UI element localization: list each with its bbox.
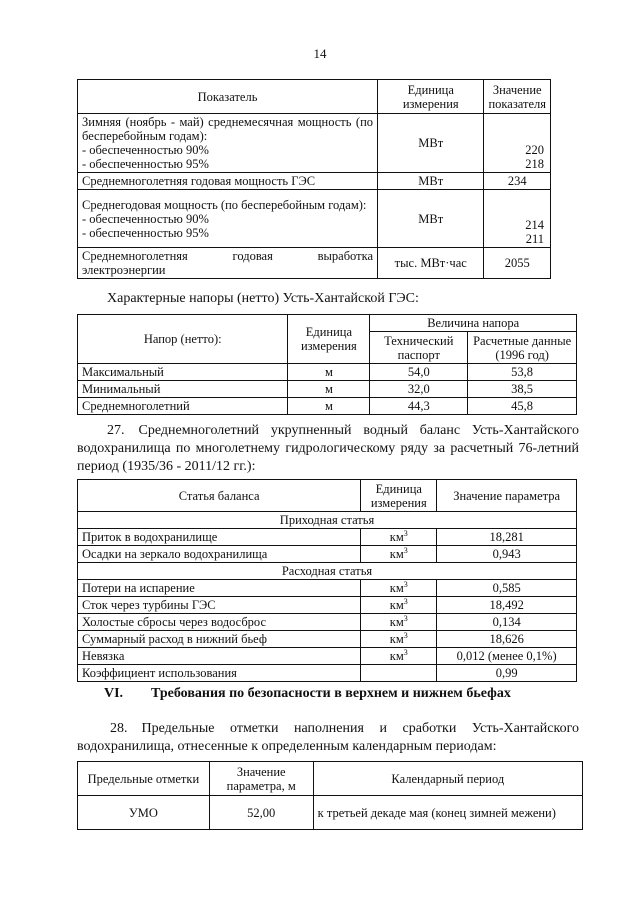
table-row bbox=[78, 398, 577, 415]
row-unit: $км^3$ bbox=[361, 614, 437, 631]
row-label: Невязка bbox=[78, 648, 361, 665]
row-label: Приток в водохранилище bbox=[78, 529, 361, 546]
income-section-title: Приходная статья bbox=[78, 512, 577, 529]
row-calc: 53,8 bbox=[468, 364, 577, 381]
table-row-unit: МВт bbox=[378, 190, 484, 248]
header-magnitude: Величина напора bbox=[370, 315, 577, 332]
section-title: VI. Требования по безопасности в верхнем и нижнем бьефах bbox=[104, 686, 511, 701]
row-value: 18,281 bbox=[437, 529, 577, 546]
row-label: Минимальный bbox=[78, 381, 288, 398]
table-row-label: Среднемноголетняя годовая мощность ГЭС bbox=[78, 173, 378, 190]
table-row bbox=[78, 631, 577, 648]
row-label: Коэффициент использования bbox=[78, 665, 361, 682]
table-row-unit: МВт bbox=[378, 114, 484, 173]
row-value: 0,943 bbox=[437, 546, 577, 563]
header-value: Значение параметра bbox=[437, 480, 577, 512]
row-unit: $км^3$ bbox=[361, 597, 437, 614]
header-unit: Единица измерения bbox=[361, 480, 437, 512]
table-row bbox=[78, 381, 577, 398]
table-row bbox=[78, 546, 577, 563]
table-row-unit: МВт bbox=[378, 173, 484, 190]
power-table bbox=[77, 79, 551, 279]
table-row-value: 234 bbox=[484, 173, 551, 190]
row-unit: $км^3$ bbox=[361, 648, 437, 665]
table-row bbox=[78, 796, 583, 830]
table-row-label: Среднемноголетняя годовая выработка электроэнергии bbox=[78, 248, 378, 279]
table-row-unit: тыс. МВт·час bbox=[378, 248, 484, 279]
paragraph-28: 28. Предельные отметки наполнения и сработки Усть-Хантайского водохранилища, отнесенные к определенным календарным периодам: bbox=[77, 721, 579, 754]
table-row-values: 220 218 bbox=[484, 114, 551, 173]
paragraph-27: 27. Среднемноголетний укрупненный водный баланс Усть-Хантайского водохранилища по многолетнему гидрологическому ряду за расчетный 76-летний период (1935/36 - 2011/12 гг.): bbox=[77, 423, 579, 474]
heads-caption: Характерные напоры (нетто) Усть-Хантайской ГЭС: bbox=[107, 291, 419, 306]
table-row bbox=[78, 614, 577, 631]
table-row-value: 2055 bbox=[484, 248, 551, 279]
header-period: Календарный период bbox=[313, 762, 582, 796]
row-unit bbox=[361, 665, 437, 682]
table-row-label: Среднегодовая мощность (по бесперебойным годам): - обеспеченностью 90% - обеспеченностью 95% bbox=[78, 190, 378, 248]
row-unit: м bbox=[288, 381, 370, 398]
row-label: Максимальный bbox=[78, 364, 288, 381]
row-label: Осадки на зеркало водохранилища bbox=[78, 546, 361, 563]
header-head: Напор (нетто): bbox=[78, 315, 288, 364]
row-period: к третьей декаде мая (конец зимней межени) bbox=[313, 796, 582, 830]
row-calc: 38,5 bbox=[468, 381, 577, 398]
table-row bbox=[78, 364, 577, 381]
table-row bbox=[78, 597, 577, 614]
table-row bbox=[78, 648, 577, 665]
row-unit: $км^3$ bbox=[361, 580, 437, 597]
header-value: Значение показателя bbox=[484, 80, 551, 114]
header-calc: Расчетные данные (1996 год) bbox=[468, 332, 577, 364]
row-unit: м bbox=[288, 398, 370, 415]
table-row-values: 214 211 bbox=[484, 190, 551, 248]
header-value: Значение параметра, м bbox=[209, 762, 313, 796]
header-indicator: Показатель bbox=[78, 80, 378, 114]
table-row bbox=[78, 665, 577, 682]
row-label: Сток через турбины ГЭС bbox=[78, 597, 361, 614]
row-tech: 54,0 bbox=[370, 364, 468, 381]
row-label: Среднемноголетний bbox=[78, 398, 288, 415]
row-label: Потери на испарение bbox=[78, 580, 361, 597]
row-tech: 32,0 bbox=[370, 381, 468, 398]
row-value: 0,99 bbox=[437, 665, 577, 682]
header-item: Статья баланса bbox=[78, 480, 361, 512]
limit-marks-table bbox=[77, 761, 583, 830]
row-unit: $км^3$ bbox=[361, 529, 437, 546]
row-value: 18,626 bbox=[437, 631, 577, 648]
row-value: 0,012 (менее 0,1%) bbox=[437, 648, 577, 665]
row-value: 52,00 bbox=[209, 796, 313, 830]
row-mark: УМО bbox=[78, 796, 210, 830]
table-row-label: Зимняя (ноябрь - май) среднемесячная мощность (по бесперебойным годам): - обеспеченностью 90% - обеспеченностью 95% bbox=[78, 114, 378, 173]
header-unit: Единица измерения bbox=[288, 315, 370, 364]
heads-table bbox=[77, 314, 577, 415]
expense-section-title: Расходная статья bbox=[78, 563, 577, 580]
header-unit: Единица измерения bbox=[378, 80, 484, 114]
page-number: 14 bbox=[313, 46, 327, 61]
row-label: Холостые сбросы через водосброс bbox=[78, 614, 361, 631]
row-tech: 44,3 bbox=[370, 398, 468, 415]
table-row bbox=[78, 580, 577, 597]
header-tech: Технический паспорт bbox=[370, 332, 468, 364]
row-unit: $км^3$ bbox=[361, 546, 437, 563]
header-marks: Предельные отметки bbox=[78, 762, 210, 796]
water-balance-table bbox=[77, 479, 577, 682]
row-value: 0,585 bbox=[437, 580, 577, 597]
row-calc: 45,8 bbox=[468, 398, 577, 415]
row-value: 0,134 bbox=[437, 614, 577, 631]
row-unit: м bbox=[288, 364, 370, 381]
row-unit: $км^3$ bbox=[361, 631, 437, 648]
row-label: Суммарный расход в нижний бьеф bbox=[78, 631, 361, 648]
row-value: 18,492 bbox=[437, 597, 577, 614]
table-row bbox=[78, 529, 577, 546]
